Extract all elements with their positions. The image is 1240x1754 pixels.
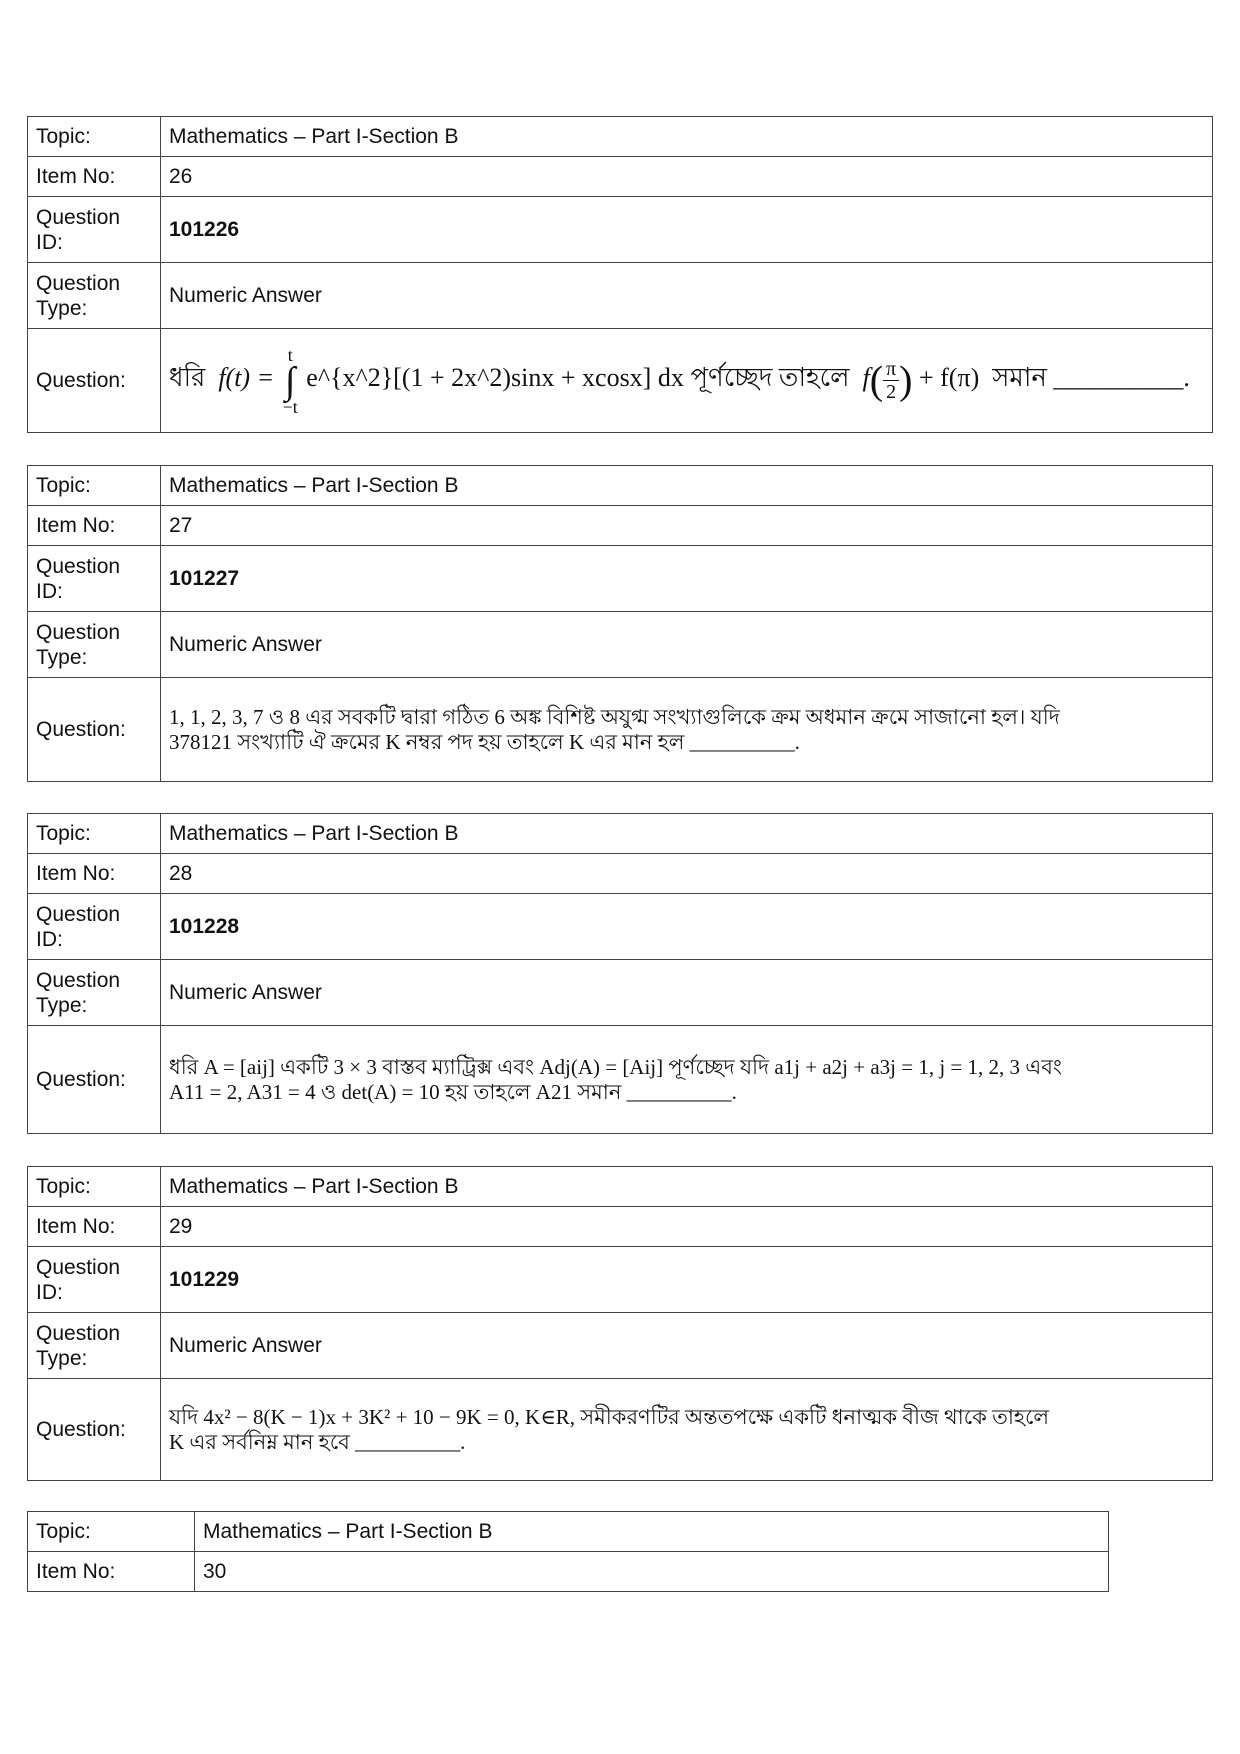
question-card-29 bbox=[27, 1166, 1213, 1481]
question-text bbox=[161, 1026, 1213, 1134]
question-line-2: A11 = 2, A31 = 4 ও det(A) = 10 হয় তাহলে A21 সমান __________. bbox=[169, 1079, 737, 1104]
question-label: Question: bbox=[28, 1026, 161, 1134]
topic-label: Topic: bbox=[28, 814, 161, 854]
question-id-value: 101226 bbox=[161, 197, 1213, 263]
answer-blank: __________. bbox=[1053, 363, 1190, 393]
item-no-label: Item No: bbox=[28, 157, 161, 197]
topic-label: Topic: bbox=[28, 1167, 161, 1207]
question-line-2: K এর সর্বনিম্ন মান হবে __________. bbox=[169, 1429, 466, 1454]
question-line-1: 1, 1, 2, 3, 7 ও 8 এর সবকটি দ্বারা গঠিত 6 অঙ্ক বিশিষ্ট অযুগ্ম সংখ্যাগুলিকে ক্রম অধমান ক্রমে সাজানো হল। যদি bbox=[169, 704, 1060, 729]
topic-label: Topic: bbox=[28, 117, 161, 157]
item-no-value: 29 bbox=[161, 1207, 1213, 1247]
topic-value: Mathematics – Part I-Section B bbox=[195, 1512, 1109, 1552]
topic-value: Mathematics – Part I-Section B bbox=[161, 117, 1213, 157]
question-text bbox=[161, 678, 1213, 782]
integral-symbol: t ∫ −t bbox=[282, 344, 298, 417]
question-id-label: Question ID: bbox=[28, 546, 161, 612]
item-no-value: 27 bbox=[161, 506, 1213, 546]
topic-value: Mathematics – Part I-Section B bbox=[161, 814, 1213, 854]
question-card-30 bbox=[27, 1511, 1109, 1592]
question-math: ধরি f(t) = t ∫ −t e^{x^2}[(1 + 2x^2)sinx + xcosx] dx পূর্ণচ্ছেদ তাহলে f( $\frac{\pi}{2}$ ) + f(π) সমান __________. bbox=[169, 344, 1190, 417]
question-type-label: Question Type: bbox=[28, 1313, 161, 1379]
item-no-label: Item No: bbox=[28, 854, 161, 894]
question-type-label: Question Type: bbox=[28, 960, 161, 1026]
question-card-27 bbox=[27, 465, 1213, 782]
question-type-value: Numeric Answer bbox=[161, 263, 1213, 329]
question-id-value: 101227 bbox=[161, 546, 1213, 612]
question-id-value: 101229 bbox=[161, 1247, 1213, 1313]
topic-value: Mathematics – Part I-Section B bbox=[161, 1167, 1213, 1207]
question-type-label: Question Type: bbox=[28, 263, 161, 329]
question-id-label: Question ID: bbox=[28, 1247, 161, 1313]
question-type-value: Numeric Answer bbox=[161, 612, 1213, 678]
item-no-value: 26 bbox=[161, 157, 1213, 197]
question-label: Question: bbox=[28, 329, 161, 433]
question-line-1: যদি 4x² − 8(K − 1)x + 3K² + 10 − 9K = 0, K∈R, সমীকরণটির অন্ততপক্ষে একটি ধনাত্মক বীজ থাকে তাহলে bbox=[169, 1404, 1050, 1429]
question-text bbox=[161, 329, 1213, 433]
question-id-value: 101228 bbox=[161, 894, 1213, 960]
question-id-label: Question ID: bbox=[28, 894, 161, 960]
question-type-value: Numeric Answer bbox=[161, 1313, 1213, 1379]
topic-value: Mathematics – Part I-Section B bbox=[161, 466, 1213, 506]
item-no-label: Item No: bbox=[28, 506, 161, 546]
question-line-2: 378121 সংখ্যাটি ঐ ক্রমের K নম্বর পদ হয় তাহলে K এর মান হল __________. bbox=[169, 729, 800, 754]
question-text bbox=[161, 1379, 1213, 1481]
question-card-26 bbox=[27, 116, 1213, 433]
question-line-1: ধরি A = [aij] একটি 3 × 3 বাস্তব ম্যাট্রিক্স এবং Adj(A) = [Aij] পূর্ণচ্ছেদ যদি a1j + a2j + a3j = 1, j = 1, 2, 3 এবং bbox=[169, 1054, 1062, 1079]
pi-over-two-fraction: $\frac{\pi}{2}$ bbox=[883, 358, 899, 403]
question-card-28 bbox=[27, 813, 1213, 1134]
item-no-value: 28 bbox=[161, 854, 1213, 894]
topic-label: Topic: bbox=[28, 1512, 195, 1552]
question-type-label: Question Type: bbox=[28, 612, 161, 678]
question-label: Question: bbox=[28, 678, 161, 782]
topic-label: Topic: bbox=[28, 466, 161, 506]
question-label: Question: bbox=[28, 1379, 161, 1481]
item-no-label: Item No: bbox=[28, 1552, 195, 1592]
question-type-value: Numeric Answer bbox=[161, 960, 1213, 1026]
item-no-label: Item No: bbox=[28, 1207, 161, 1247]
question-id-label: Question ID: bbox=[28, 197, 161, 263]
item-no-value: 30 bbox=[195, 1552, 1109, 1592]
